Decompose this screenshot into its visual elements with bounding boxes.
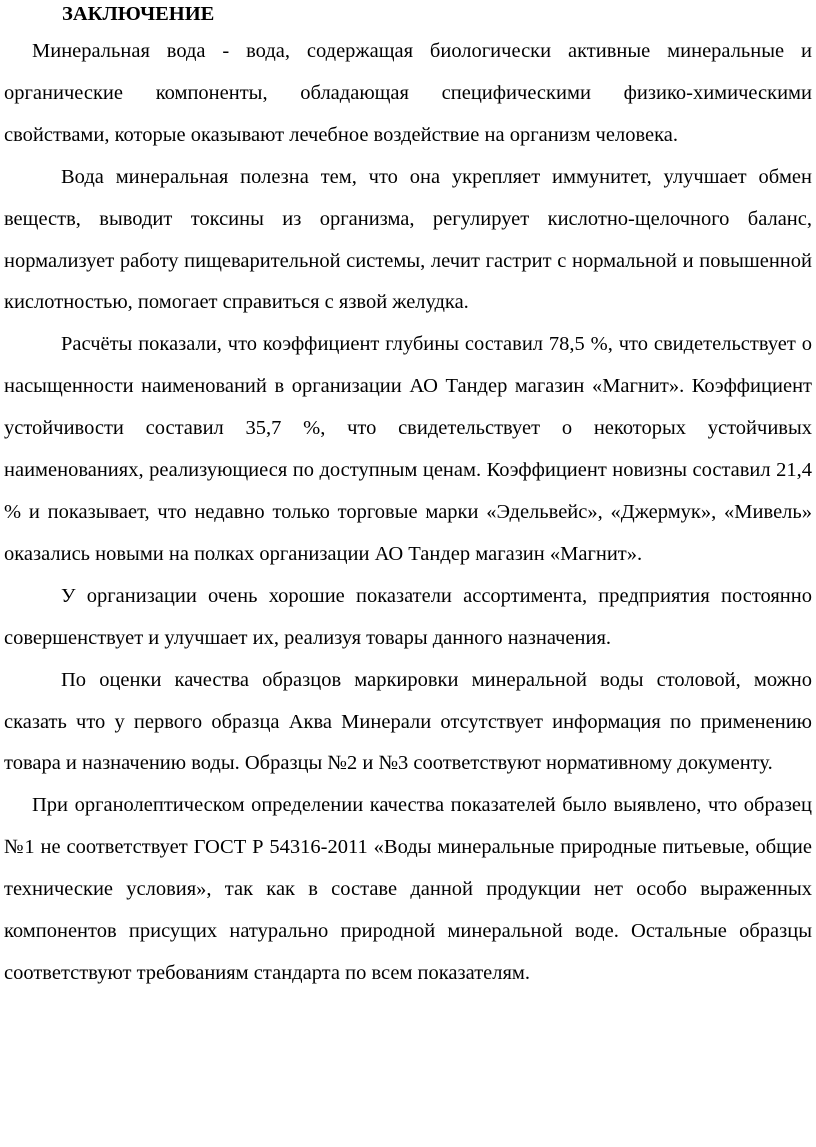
document-title: ЗАКЛЮЧЕНИЕ <box>62 3 215 25</box>
paragraph-organoleptic-evaluation: При органолептическом определении качества показателей было выявлено, что образец №1 не соответствует ГОСТ Р 54316-2011 «Воды минеральные природные питьевые, общие технические условия», так как в составе данной продукции нет особо выраженных компонентов присущих натурально природной минеральной воде. Остальные образцы соответствуют требованиям стандарта по всем показателям. <box>4 794 812 984</box>
paragraph-mineral-water-definition: Минеральная вода - вода, содержащая биологически активные минеральные и органические компоненты, обладающая специфическими физико-химическими свойствами, которые оказывают лечебное воздействие на организм человека. <box>4 40 812 146</box>
paragraph-assortment-indicators: У организации очень хорошие показатели ассортимента, предприятия постоянно совершенствует и улучшает их, реализуя товары данного назначения. <box>4 584 812 649</box>
paragraph-labeling-quality: По оценки качества образцов маркировки минеральной воды столовой, можно сказать что у первого образца Аква Минерали отсутствует информация по применению товара и назначению воды. Образцы №2 и №3 соответствуют нормативному документу. <box>4 668 812 775</box>
paragraph-health-benefits: Вода минеральная полезна тем, что она укрепляет иммунитет, улучшает обмен веществ, выводит токсины из организма, регулирует кислотно-щелочного баланс, нормализует работу пищеварительной системы, лечит гастрит с нормальной и повышенной кислотностью, помогает справиться с язвой желудка. <box>4 165 812 314</box>
paragraph-assortment-coefficients: Расчёты показали, что коэффициент глубины составил 78,5 %, что свидетельствует о насыщенности наименований в организации АО Тандер магазин «Магнит». Коэффициент устойчивости составил 35,7 %, что свидетельствует о некоторых устойчивых наименованиях, реализующиеся по доступным ценам. Коэффициент новизны составил 21,4 % и показывает, что недавно только торговые марки «Эдельвейс», «Джермук», «Мивель» оказались новыми на полках организации АО Тандер магазин «Магнит». <box>4 333 812 565</box>
